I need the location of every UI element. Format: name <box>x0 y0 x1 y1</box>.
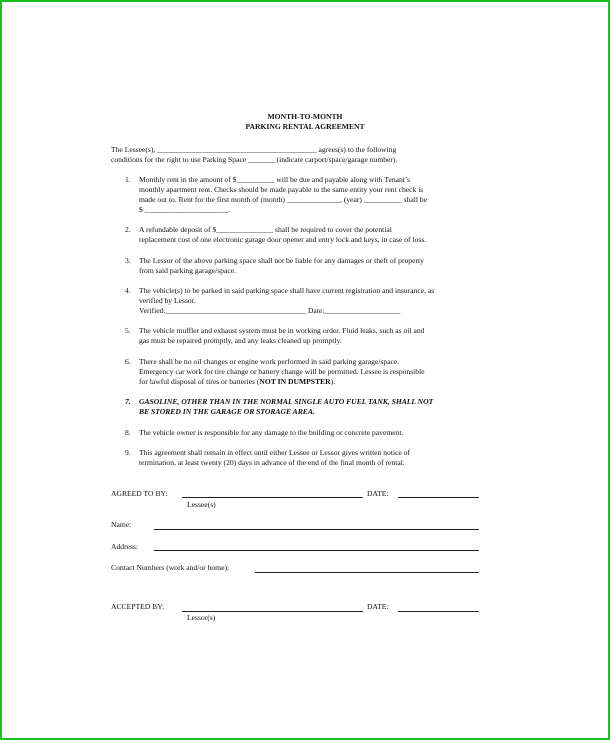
item-4-line-1: The vehicle(s) to be parked in said parking space shall have current registration and insurance, as <box>139 286 435 295</box>
item-6-line-2: Emergency car work for tire change or battery change will be permitted. Lessee is responsible <box>139 367 425 376</box>
item-3-number: 3. <box>125 256 131 265</box>
item-8-number: 8. <box>125 428 131 437</box>
date-label: DATE: <box>367 489 389 498</box>
item-1-line-4: $ ______________________. <box>139 205 231 214</box>
date-label-2: DATE: <box>367 602 389 611</box>
item-2-line-2: replacement cost of one electronic garage door opener and entry lock and keys, in case of loss. <box>139 235 427 244</box>
lessor-label: Lessor(s) <box>187 613 216 622</box>
item-3-line-2: from said parking garage/space. <box>139 266 236 275</box>
item-9-line-2: termination, at least twenty (20) days in advance of the end of the final month of rental. <box>139 458 405 467</box>
item-8-line-1: The vehicle owner is responsible for any damage to the building or concrete pavement. <box>139 428 404 437</box>
item-3-line-1: The Lessor of the above parking space shall not be liable for any damages or theft of property <box>139 256 424 265</box>
item-9-line-1: This agreement shall remain in effect until either Lessee or Lessor gives written notice of <box>139 448 411 457</box>
title-line-1: MONTH-TO-MONTH <box>267 112 343 121</box>
item-1-number: 1. <box>125 175 131 184</box>
agreed-to-by-label: AGREED TO BY: <box>111 489 168 498</box>
name-label: Name: <box>111 520 132 529</box>
item-5-line-1: The vehicle muffler and exhaust system must be in working order. Fluid leaks, such as oil and <box>139 326 425 335</box>
title-line-2: PARKING RENTAL AGREEMENT <box>245 122 365 131</box>
item-6-line-1: There shall be no oil changes or engine work performed in said parking garage/space. <box>139 357 400 366</box>
item-4-verified-line: Verified:_____________________________________ Date:____________________ <box>139 306 401 315</box>
item-7-line-2: BE STORED IN THE GARAGE OR STORAGE AREA. <box>139 407 315 416</box>
contact-numbers-label: Contact Numbers (work and/or home): <box>111 563 230 572</box>
item-5-number: 5. <box>125 326 131 335</box>
contact-numbers-line[interactable] <box>255 572 479 573</box>
lessor-signature-line[interactable] <box>182 611 363 612</box>
accepted-by-label: ACCEPTED BY: <box>111 602 165 611</box>
item-1-line-3: made out to. Rent for the first month of (month) ______________, (year) __________ shall be <box>139 195 428 204</box>
address-label: Address: <box>111 542 138 551</box>
item-4-number: 4. <box>125 286 131 295</box>
item-1-line-1: Monthly rent in the amount of $__________ will be due and payable along with Tenant’s <box>139 175 410 184</box>
item-9-number: 9. <box>125 448 131 457</box>
lessee-date-line[interactable] <box>398 497 479 498</box>
item-1-line-2: monthly apartment rent. Checks should be made payable to the same entity your rent check is <box>139 185 424 194</box>
lessee-signature-line[interactable] <box>182 497 363 498</box>
address-line[interactable] <box>154 550 479 551</box>
item-6-line-3: for lawful disposal of tires or batteries (NOT IN DUMPSTER). <box>139 377 336 386</box>
item-2-line-1: A refundable deposit of $_______________ shall be required to cover the potential <box>139 225 392 234</box>
item-7-number: 7. <box>125 397 131 406</box>
not-in-dumpster-phrase: NOT IN DUMPSTER <box>259 377 331 386</box>
item-4-line-2: verified by Lessor. <box>139 296 196 305</box>
item-2-number: 2. <box>125 225 131 234</box>
lessee-label: Lessee(s) <box>187 500 216 509</box>
item-6-number: 6. <box>125 357 131 366</box>
intro-line-2: conditions for the right to use Parking Space _______ (indicate carport/space/garage number). <box>111 155 398 164</box>
intro-line-1: The Lessee(s), __________________________________________ agrees(s) to the following <box>111 145 397 154</box>
name-line[interactable] <box>154 529 479 530</box>
lessor-date-line[interactable] <box>398 611 479 612</box>
item-5-line-2: gas must be repaired promptly, and any leaks cleaned up promptly. <box>139 336 342 345</box>
item-7-line-1: GASOLINE, OTHER THAN IN THE NORMAL SINGLE AUTO FUEL TANK, SHALL NOT <box>139 397 434 406</box>
